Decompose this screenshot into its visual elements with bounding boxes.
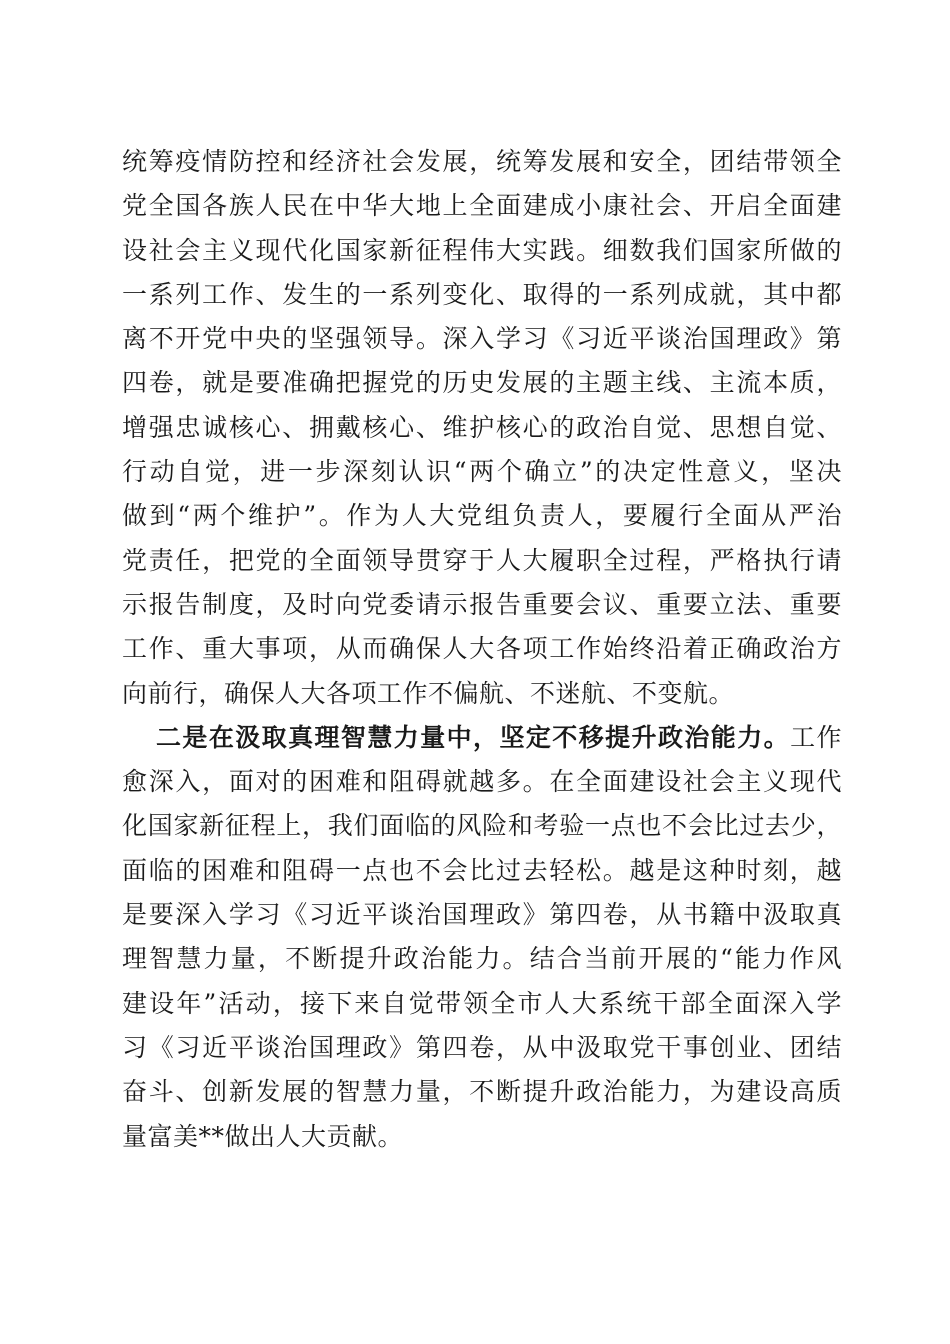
text-line: 示报告制度，及时向党委请示报告重要会议、重要立法、重要 — [122, 589, 842, 619]
text-line: 设社会主义现代化国家新征程伟大实践。细数我们国家所做的 — [122, 235, 842, 265]
text-line: 面临的困难和阻碍一点也不会比过去轻松。越是这种时刻，越 — [122, 855, 842, 885]
text-line: 行动自觉，进一步深刻认识“两个确立”的决定性意义，坚决 — [122, 457, 842, 487]
text-line: 一系列工作、发生的一系列变化、取得的一系列成就，其中都 — [122, 279, 842, 309]
text-line: 习《习近平谈治国理政》第四卷，从中汲取党干事创业、团结 — [122, 1032, 842, 1062]
document-body — [122, 140, 842, 1159]
paragraph-1 — [122, 140, 842, 716]
text-line: 向前行，确保人大各项工作不偏航、不迷航、不变航。 — [122, 678, 735, 708]
text-line: 统筹疫情防控和经济社会发展，统筹发展和安全，团结带领全 — [122, 147, 842, 176]
text-fragment: 工作 — [790, 722, 842, 752]
text-line: 量富美**做出人大贡献。 — [122, 1121, 404, 1151]
text-line: 是要深入学习《习近平谈治国理政》第四卷，从书籍中汲取真 — [122, 900, 842, 930]
text-line: 工作、重大事项，从而确保人大各项工作始终沿着正确政治方 — [122, 634, 842, 664]
text-line: 建设年”活动，接下来自觉带领全市人大系统干部全面深入学 — [122, 988, 842, 1018]
text-line: 党责任，把党的全面领导贯穿于人大履职全过程，严格执行请 — [122, 545, 842, 575]
section-heading: 二是在汲取真理智慧力量中，坚定不移提升政治能力。 — [156, 722, 791, 752]
paragraph-2-first-line — [122, 716, 842, 760]
text-line: 化国家新征程上，我们面临的风险和考验一点也不会比过去少， — [122, 811, 842, 841]
text-line: 离不开党中央的坚强领导。深入学习《习近平谈治国理政》第 — [122, 324, 842, 354]
text-line: 增强忠诚核心、拥戴核心、维护核心的政治自觉、思想自觉、 — [122, 412, 842, 442]
text-line: 理智慧力量，不断提升政治能力。结合当前开展的“能力作风 — [122, 944, 842, 974]
text-line: 做到“两个维护”。作为人大党组负责人，要履行全面从严治 — [122, 501, 842, 531]
paragraph-2 — [122, 716, 842, 1159]
text-line: 四卷，就是要准确把握党的历史发展的主题主线、主流本质， — [122, 368, 842, 398]
text-line: 奋斗、创新发展的智慧力量，不断提升政治能力，为建设高质 — [122, 1077, 842, 1107]
text-line: 愈深入，面对的困难和阻碍就越多。在全面建设社会主义现代 — [122, 767, 842, 797]
text-line: 党全国各族人民在中华大地上全面建成小康社会、开启全面建 — [122, 191, 842, 221]
